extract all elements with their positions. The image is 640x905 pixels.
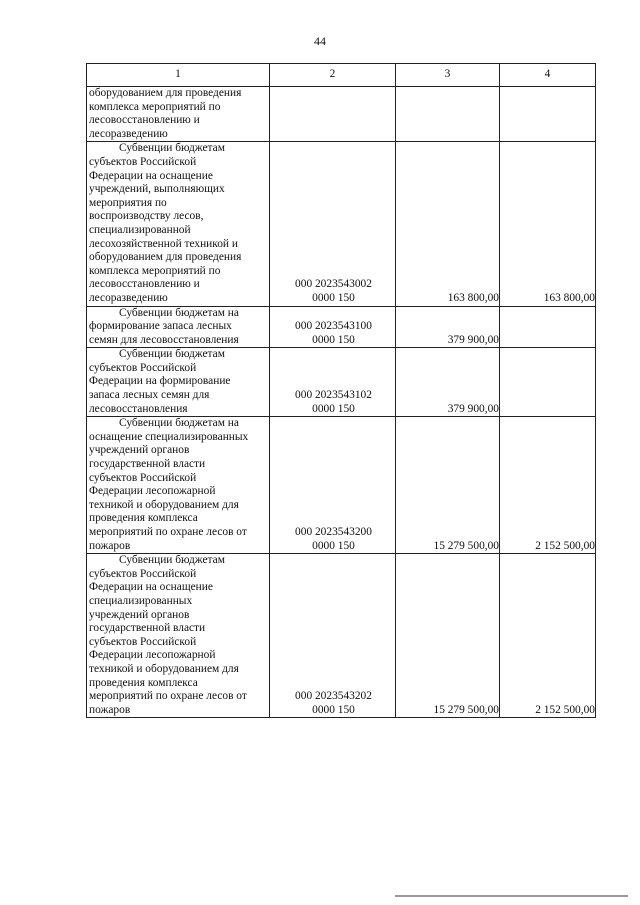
- table-row: [87, 306, 596, 348]
- description-line: учреждений, выполняющих: [89, 183, 225, 196]
- description-line: субъектов Российской: [89, 635, 197, 648]
- description-line: Субвенции бюджетам: [119, 142, 225, 155]
- description-line: оборудованием для проведения: [89, 251, 242, 264]
- description-line: специализированных: [89, 594, 193, 607]
- description-line: субъектов Российской: [89, 155, 197, 168]
- table-row: [87, 417, 596, 554]
- row-amount-col3: 15 279 500,00: [396, 554, 500, 718]
- description-line: оснащение специализированных: [89, 430, 249, 443]
- header-col-4: 4: [500, 64, 596, 87]
- description-line: пожаров: [89, 539, 131, 552]
- row-amount-col4: [500, 306, 596, 348]
- row-description: [87, 142, 270, 306]
- description-line: оборудованием для проведения: [89, 87, 242, 99]
- code-line: 000 2023543102: [295, 389, 372, 402]
- row-code: [270, 554, 396, 718]
- row-code: [270, 87, 396, 142]
- description-line: лесоразведению: [89, 291, 168, 304]
- table-row: [87, 348, 596, 417]
- description-line: Федерации на оснащение: [89, 581, 213, 594]
- row-amount-col3: 379 900,00: [396, 348, 500, 417]
- description-line: государственной власти: [89, 458, 206, 471]
- header-col-3: 3: [396, 64, 500, 87]
- description-line: Субвенции бюджетам: [119, 348, 225, 361]
- description-line: субъектов Российской: [89, 471, 197, 484]
- code-line: 000 2023543002: [295, 278, 372, 291]
- description-line: субъектов Российской: [89, 567, 197, 580]
- description-line: семян для лесовосстановления: [89, 333, 239, 346]
- description-line: техникой и оборудованием для: [89, 662, 239, 675]
- row-code: [270, 306, 396, 348]
- row-amount-col4: 163 800,00: [500, 142, 596, 306]
- description-line: Федерации лесопожарной: [89, 649, 216, 662]
- budget-table: [86, 63, 596, 718]
- description-line: мероприятий по охране лесов от: [89, 526, 247, 538]
- code-line: 0000 150: [312, 539, 355, 552]
- description-line: лесовосстановления: [89, 402, 188, 415]
- row-amount-col4: 2 152 500,00: [500, 554, 596, 718]
- code-line: 0000 150: [312, 402, 355, 415]
- row-code: [270, 417, 396, 554]
- row-description: [87, 554, 270, 718]
- row-amount-col3: 379 900,00: [396, 306, 500, 348]
- code-line: 0000 150: [312, 333, 355, 346]
- description-line: Субвенции бюджетам: [119, 554, 225, 567]
- row-code: [270, 348, 396, 417]
- description-line: комплекса мероприятий по: [89, 264, 221, 277]
- description-line: проведения комплекса: [89, 512, 198, 525]
- table-row: [87, 554, 596, 718]
- description-line: Субвенции бюджетам на: [119, 417, 239, 430]
- row-description: [87, 87, 270, 142]
- header-col-1: 1: [87, 64, 270, 87]
- description-line: специализированной: [89, 223, 191, 236]
- code-line: 000 2023543200: [295, 526, 372, 538]
- description-line: мероприятия по: [89, 196, 167, 209]
- row-description: [87, 417, 270, 554]
- description-line: мероприятий по охране лесов от: [89, 690, 247, 703]
- description-line: воспроизводству лесов,: [89, 210, 204, 223]
- description-line: Федерации на оснащение: [89, 169, 213, 182]
- description-line: пожаров: [89, 703, 131, 716]
- description-line: Федерации лесопожарной: [89, 485, 216, 498]
- row-amount-col4: 2 152 500,00: [500, 417, 596, 554]
- description-line: Субвенции бюджетам на: [119, 306, 239, 319]
- row-code: [270, 142, 396, 306]
- description-line: государственной власти: [89, 622, 206, 635]
- description-line: формирование запаса лесных: [89, 320, 232, 333]
- row-description: [87, 348, 270, 417]
- code-line: 0000 150: [312, 703, 355, 716]
- code-line: 000 2023543202: [295, 690, 372, 703]
- row-amount-col3: 163 800,00: [396, 142, 500, 306]
- code-line: 000 2023543100: [295, 320, 372, 333]
- bottom-rule: [395, 895, 628, 897]
- header-col-2: 2: [270, 64, 396, 87]
- page-number: 44: [314, 34, 326, 48]
- description-line: запаса лесных семян для: [89, 389, 210, 402]
- table-row: [87, 87, 596, 142]
- row-amount-col3: [396, 87, 500, 142]
- row-amount-col4: [500, 87, 596, 142]
- description-line: Федерации на формирование: [89, 375, 231, 388]
- row-amount-col4: [500, 348, 596, 417]
- table-header-row: [87, 64, 596, 87]
- description-line: учреждений органов: [89, 444, 190, 457]
- description-line: лесоразведению: [89, 127, 168, 140]
- description-line: техникой и оборудованием для: [89, 498, 239, 511]
- description-line: учреждений органов: [89, 608, 190, 621]
- table-row: [87, 142, 596, 306]
- description-line: субъектов Российской: [89, 361, 197, 374]
- description-line: проведения комплекса: [89, 676, 198, 689]
- description-line: лесовосстановлению и: [89, 278, 200, 291]
- description-line: лесовосстановлению и: [89, 114, 200, 127]
- code-line: 0000 150: [312, 291, 355, 304]
- row-amount-col3: 15 279 500,00: [396, 417, 500, 554]
- description-line: лесохозяйственной техникой и: [89, 237, 238, 250]
- description-line: комплекса мероприятий по: [89, 100, 221, 113]
- row-description: [87, 306, 270, 348]
